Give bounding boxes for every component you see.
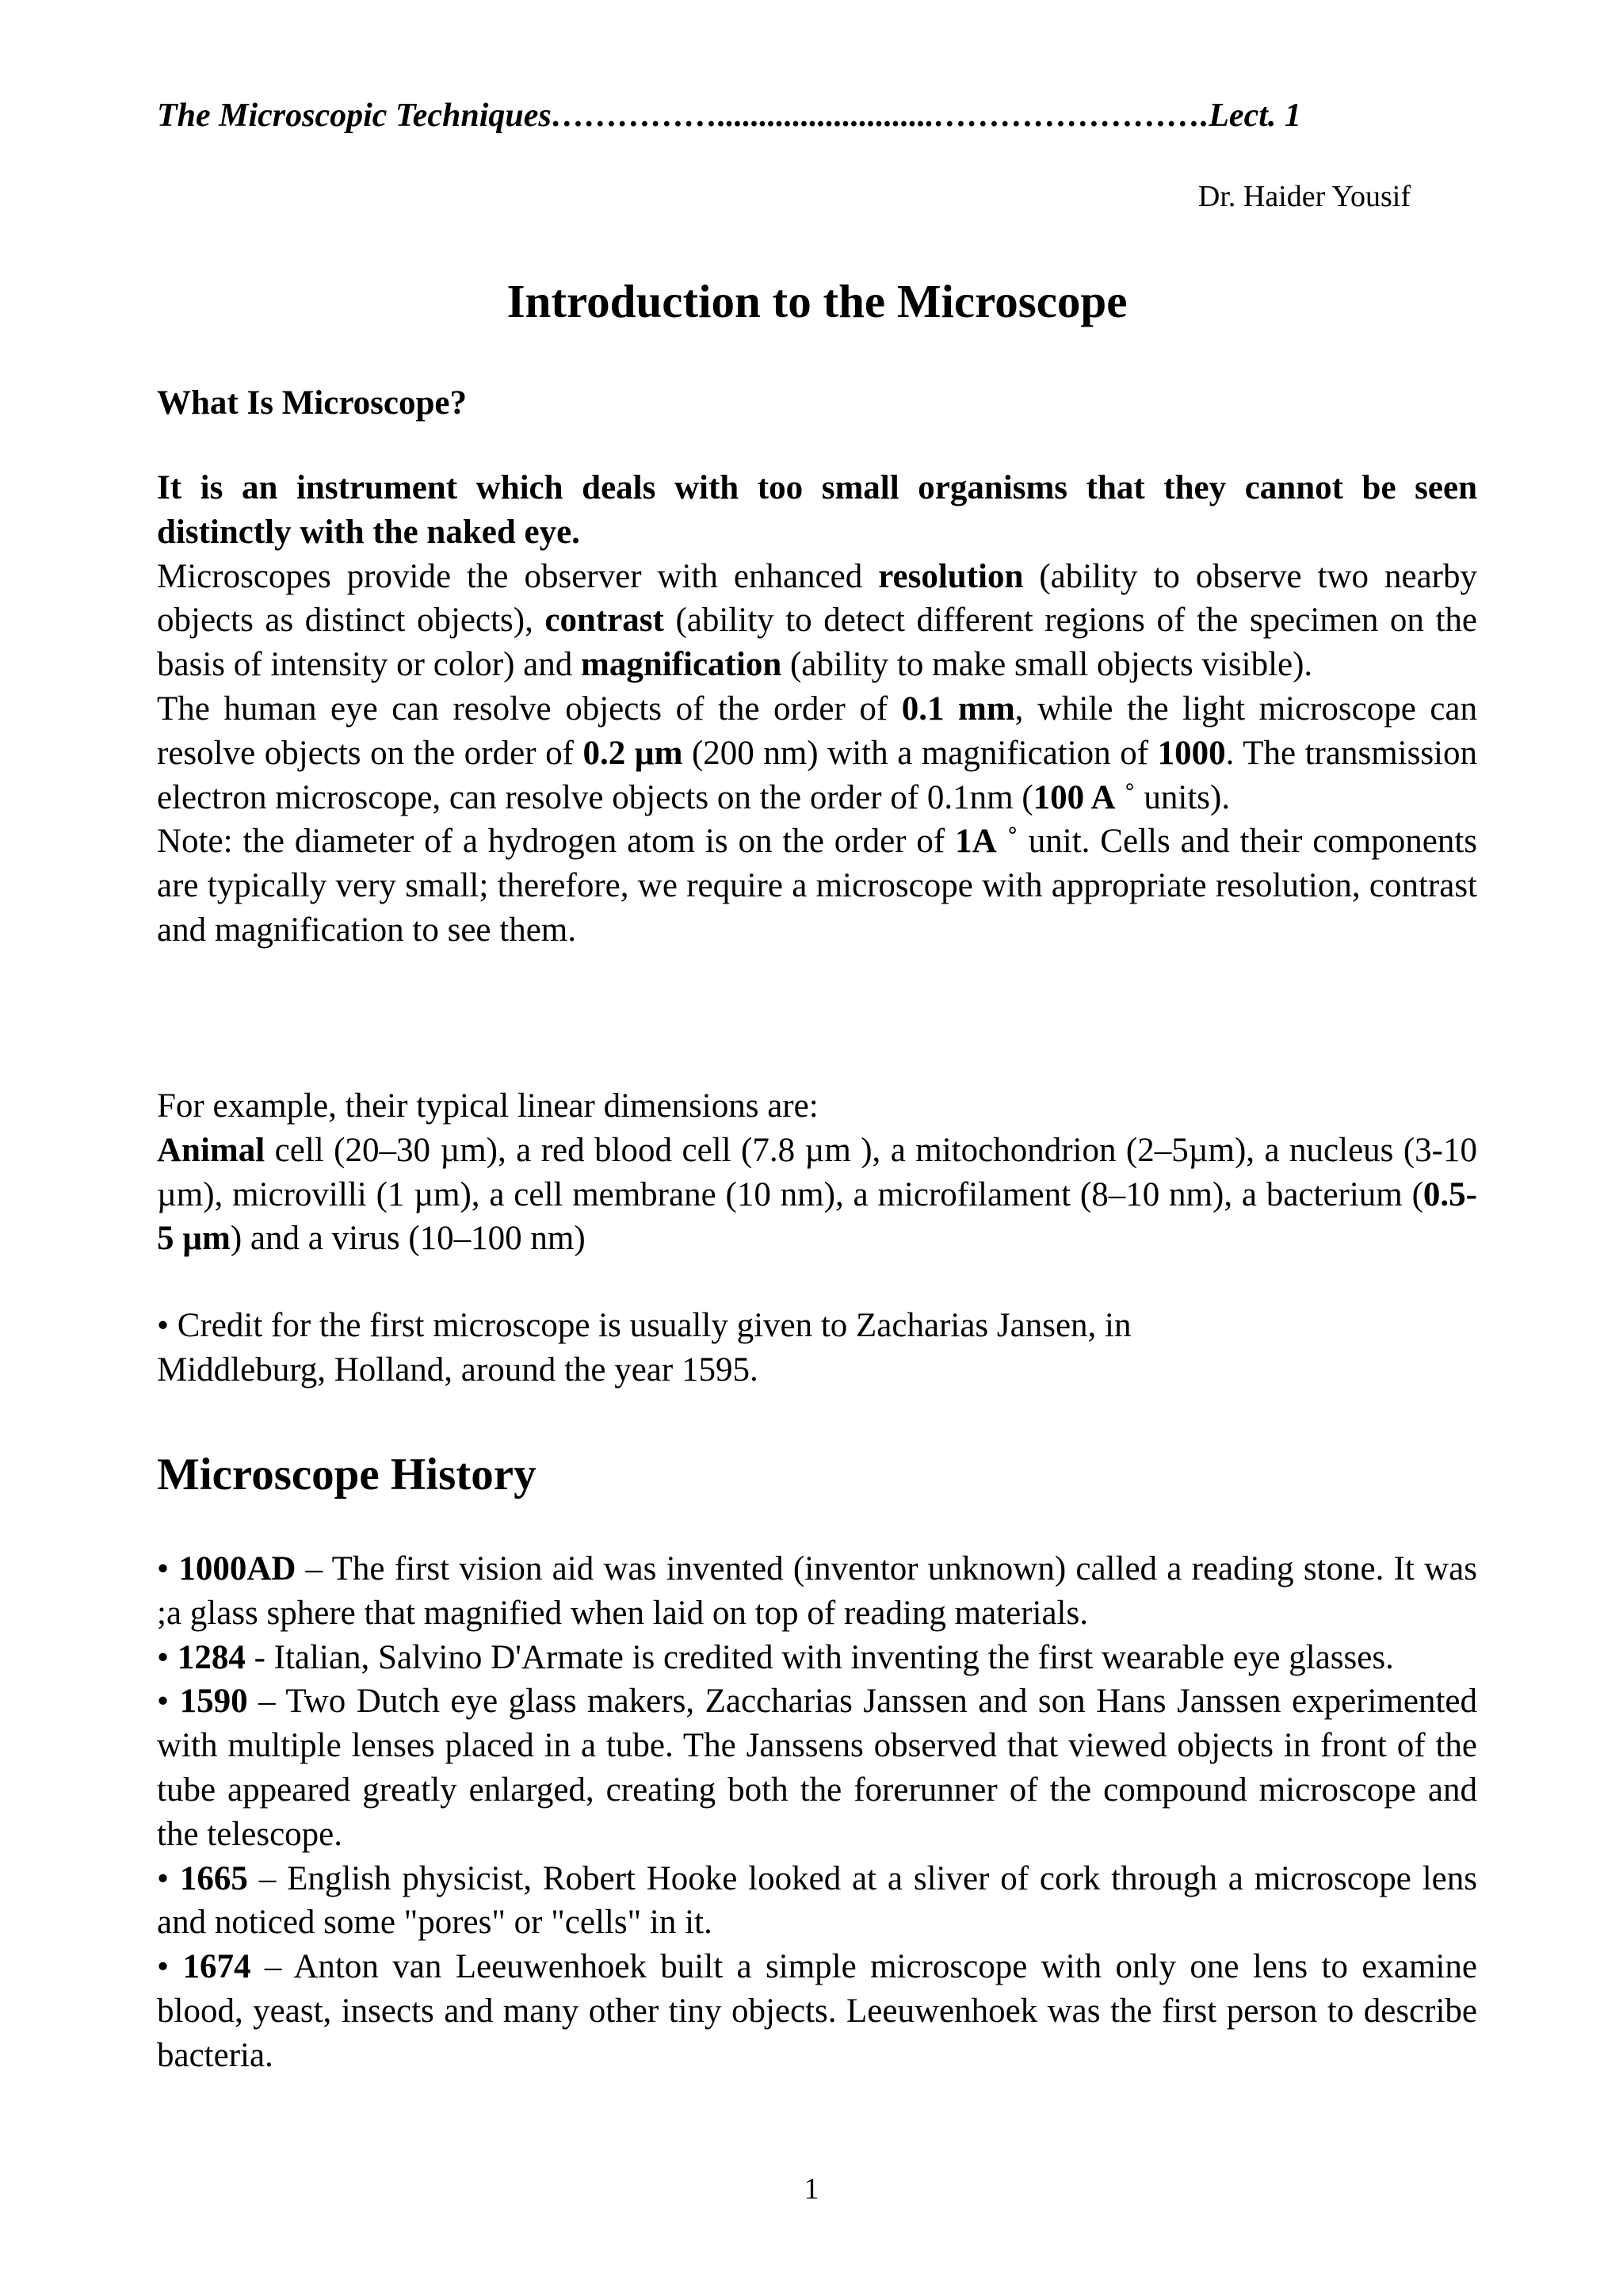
history-item: • 1674 – Anton van Leeuwenhoek built a simple microscope with only one lens to examine blood, yeast, insects and many other tiny objects. Leeuwenhoek was the first person to describe bacteria. bbox=[157, 1948, 1477, 2074]
history-list bbox=[157, 1547, 1477, 2078]
page-title: Introduction to the Microscope bbox=[506, 275, 1128, 327]
page-number: 1 bbox=[804, 2172, 819, 2206]
note-paragraph: Note: the diameter of a hydrogen atom is on the order of 1A ˚ unit. Cells and their components are typically very small; therefore, we require a microscope with appropriate resolution, contrast and magnification to see them. bbox=[157, 823, 1477, 949]
section-question: What Is Microscope? bbox=[157, 384, 467, 422]
history-item: • 1590 – Two Dutch eye glass makers, Zaccharias Janssen and son Hans Janssen experimented with multiple lenses placed in a tube. The Janssens observed that viewed objects in front of the tube appeared greatly enlarged, creating both the forerunner of the compound microscope and the telescope. bbox=[157, 1683, 1477, 1853]
dimensions-section bbox=[157, 1084, 1477, 1261]
properties-paragraph: Microscopes provide the observer with enhanced resolution (ability to observe two nearby objects as distinct objects), contrast (ability to detect different regions of the specimen on the basis of intensity or color) and magnification (ability to make small objects visible). bbox=[157, 557, 1478, 684]
credit-line-2: Middleburg, Holland, around the year 1595. bbox=[157, 1350, 758, 1389]
dimensions-intro: For example, their typical linear dimensions are: bbox=[157, 1087, 819, 1125]
credit-line-1: • Credit for the first microscope is usually given to Zacharias Jansen, in bbox=[157, 1307, 1132, 1344]
history-item: • 1284 - Italian, Salvino D'Armate is credited with inventing the first wearable eye glasses. bbox=[157, 1638, 1394, 1676]
dimensions-paragraph: Animal cell (20–30 µm), a red blood cell (7.8 µm ), a mitochondrion (2–5µm), a nucleus (3-10 µm), microvilli (1 µm), a cell membrane (10 nm), a microfilament (8–10 nm), a bacterium (0.5-5 µm) and a virus (10–100 nm) bbox=[157, 1131, 1477, 1258]
intro-section bbox=[157, 466, 1477, 953]
author-name: Dr. Haider Yousif bbox=[1197, 180, 1411, 213]
resolution-paragraph: The human eye can resolve objects of the order of 0.1 mm, while the light microscope can resolve objects on the order of 0.2 µm (200 nm) with a magnification of 1000. The transmission electron microscope, can resolve objects on the order of 0.1nm (100 A ˚ units). bbox=[157, 690, 1478, 816]
credit-section bbox=[157, 1304, 1477, 1392]
history-item: • 1665 – English physicist, Robert Hooke looked at a sliver of cork through a microscope lens and noticed some "pores" or "cells" in it. bbox=[157, 1859, 1477, 1942]
lecture-header: The Microscopic Techniques……………..........................…………………….Lect. 1 bbox=[157, 97, 1301, 134]
history-heading: Microscope History bbox=[157, 1450, 537, 1499]
definition-paragraph: It is an instrument which deals with too small organisms that they cannot be seen distinctly with the naked eye. bbox=[157, 469, 1477, 551]
history-item: • 1000AD – The first vision aid was invented (inventor unknown) called a reading stone. It was ;a glass sphere that magnified when laid on top of reading materials. bbox=[157, 1550, 1477, 1632]
